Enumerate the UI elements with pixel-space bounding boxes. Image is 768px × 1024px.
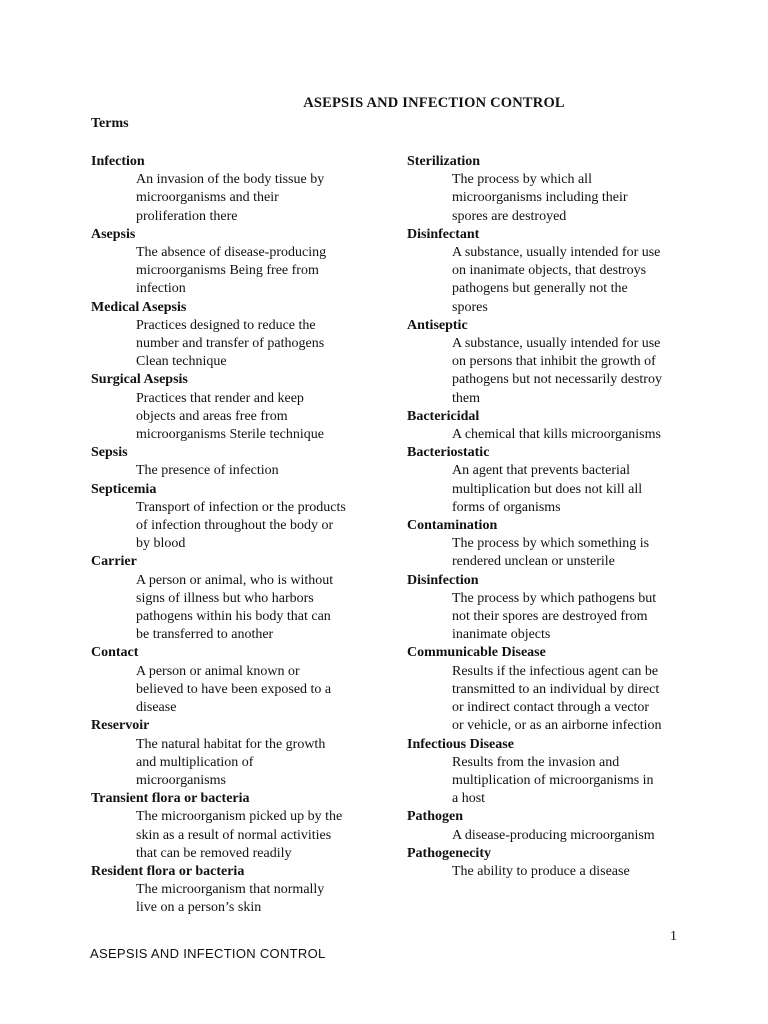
term-definition: The microorganism that normally live on a person’s skin: [136, 882, 325, 916]
glossary-entry: [91, 790, 371, 863]
term-heading: Sepsis: [91, 445, 128, 461]
term-definition: A person or animal, who is without signs of illness but who harbors pathogens within his body that can be transferred to another: [136, 572, 334, 643]
term-definition: An agent that prevents bacterial multiplication but does not kill all forms of organisms: [452, 463, 643, 515]
page-footer: ASEPSIS AND INFECTION CONTROL: [90, 946, 326, 961]
glossary-entry: [91, 481, 371, 554]
term-definition: A disease-producing microorganism: [452, 827, 655, 843]
term-definition: The process by which something is rendered unclean or unsterile: [452, 536, 650, 570]
right-terms-column: [407, 153, 697, 881]
term-heading: Resident flora or bacteria: [91, 863, 245, 879]
term-definition: Results if the infectious agent can be transmitted to an individual by direct or indirect contact through a vector or vehicle, or as an airborne infection: [452, 663, 662, 734]
glossary-entry: [91, 717, 371, 790]
page-title: ASEPSIS AND INFECTION CONTROL: [303, 95, 565, 111]
term-heading: Reservoir: [91, 718, 150, 734]
glossary-entry: [91, 553, 371, 644]
term-definition: Results from the invasion and multiplication of microorganisms in a host: [452, 754, 654, 807]
term-heading: Pathogen: [407, 809, 463, 825]
term-definition: A substance, usually intended for use on persons that inhibit the growth of pathogens but not necessarily destroy them: [452, 336, 662, 406]
glossary-entry: [407, 808, 697, 844]
term-heading: Pathogenecity: [407, 845, 491, 861]
glossary-entry: [91, 863, 371, 918]
term-definition: Practices designed to reduce the number and transfer of pathogens Clean technique: [136, 317, 325, 370]
term-definition: An invasion of the body tissue by microorganisms and their proliferation there: [136, 172, 325, 224]
term-heading: Antiseptic: [407, 317, 468, 333]
term-definition: Practices that render and keep objects and areas free from microorganisms Sterile technique: [136, 390, 324, 443]
glossary-entry: [407, 408, 697, 444]
glossary-entry: [407, 153, 697, 226]
term-heading: Sterilization: [407, 154, 481, 169]
term-definition: A substance, usually intended for use on inanimate objects, that destroys pathogens but generally not the spores: [452, 245, 661, 315]
term-definition: The process by which pathogens but not their spores are destroyed from inanimate objects: [452, 590, 657, 643]
glossary-entry: [407, 736, 697, 809]
term-heading: Bactericidal: [407, 408, 480, 424]
left-terms-column: [91, 153, 371, 918]
term-definition: The microorganism picked up by the skin as a result of normal activities that can be removed readily: [136, 809, 343, 861]
glossary-entry: [407, 644, 697, 735]
glossary-entry: [407, 845, 697, 881]
term-heading: Bacteriostatic: [407, 445, 490, 461]
term-heading: Disinfectant: [407, 226, 480, 242]
term-heading: Carrier: [91, 554, 137, 570]
term-definition: A chemical that kills microorganisms: [452, 427, 661, 443]
glossary-entry: [91, 226, 371, 299]
glossary-entry: [91, 371, 371, 444]
term-heading: Surgical Asepsis: [91, 372, 188, 388]
term-heading: Contact: [91, 645, 139, 661]
term-definition: The process by which all microorganisms including their spores are destroyed: [452, 172, 628, 224]
term-heading: Infection: [91, 154, 145, 169]
glossary-entry: [407, 444, 697, 517]
term-heading: Asepsis: [91, 226, 136, 242]
term-heading: Disinfection: [407, 572, 479, 588]
glossary-entry: [407, 572, 697, 645]
glossary-entry: [91, 644, 371, 717]
term-definition: The absence of disease-producing microorganisms Being free from infection: [136, 245, 327, 297]
term-definition: Transport of infection or the products of infection throughout the body or by blood: [136, 499, 346, 552]
glossary-entry: [91, 153, 371, 226]
term-definition: A person or animal known or believed to have been exposed to a disease: [136, 663, 332, 716]
page-number: 1: [670, 929, 677, 944]
glossary-entry: [91, 444, 371, 480]
term-definition: The presence of infection: [136, 463, 279, 479]
term-heading: Medical Asepsis: [91, 299, 187, 315]
term-heading: Transient flora or bacteria: [91, 791, 250, 807]
glossary-entry: [407, 226, 697, 317]
term-definition: The ability to produce a disease: [452, 863, 630, 879]
glossary-entry: [407, 317, 697, 408]
section-label-terms: Terms: [91, 116, 129, 131]
term-definition: The natural habitat for the growth and multiplication of microorganisms: [136, 736, 326, 788]
term-heading: Communicable Disease: [407, 645, 546, 661]
glossary-entry: [91, 299, 371, 372]
glossary-entry: [407, 517, 697, 572]
term-heading: Infectious Disease: [407, 736, 514, 752]
term-heading: Septicemia: [91, 481, 157, 497]
term-heading: Contamination: [407, 518, 498, 534]
